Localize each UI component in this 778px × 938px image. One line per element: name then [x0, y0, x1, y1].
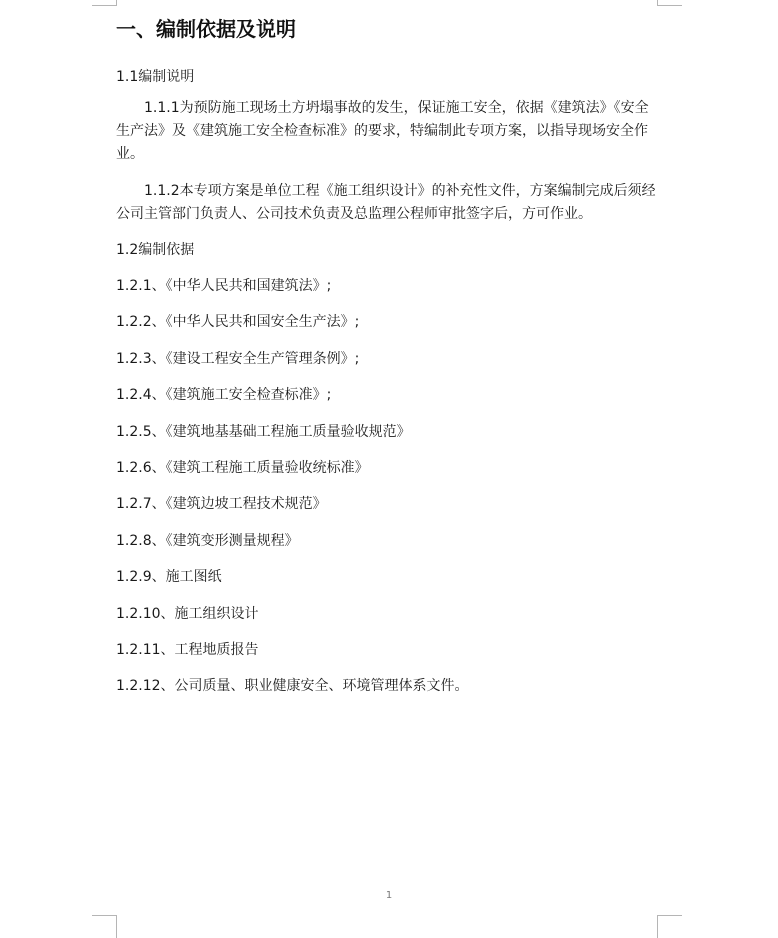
reference-item: 1.2.8、《建筑变形测量规程》 [116, 532, 299, 549]
crop-mark-top-left [92, 5, 116, 6]
paragraph-1-1-1: 1.1.1为预防施工现场土方坍塌事故的发生，保证施工安全，依据《建筑法》《安全生产法》及《建筑施工安全检查标准》的要求，特编制此专项方案，以指导现场安全作业。 [116, 100, 649, 162]
reference-item: 1.2.12、公司质量、职业健康安全、环境管理体系文件。 [116, 678, 469, 695]
crop-mark-bottom-right [658, 915, 682, 916]
reference-item: 1.2.10、施工组织设计 [116, 605, 259, 622]
reference-item: 1.2.11、工程地质报告 [116, 641, 259, 658]
reference-list [116, 274, 662, 698]
crop-mark-bottom-right [657, 915, 658, 938]
reference-item: 1.2.7、《建筑边坡工程技术规范》 [116, 496, 327, 513]
crop-mark-top-left [116, 0, 117, 6]
page-number: 1 [385, 890, 393, 901]
reference-item: 1.2.4、《建筑施工安全检查标准》; [116, 387, 332, 404]
document-body [116, 14, 662, 698]
document-heading: 一、编制依据及说明 [116, 17, 296, 41]
crop-mark-bottom-left [116, 915, 117, 938]
reference-item: 1.2.1、《中华人民共和国建筑法》; [116, 278, 332, 294]
reference-item: 1.2.3、《建设工程安全生产管理条例》; [116, 350, 360, 367]
paragraph-1-1-2: 1.1.2本专项方案是单位工程《施工组织设计》的补充性文件，方案编制完成后须经公司主管部门负责人、公司技术负责及总监理公程师审批签字后，方可作业。 [116, 183, 656, 222]
section-title-1-1: 1.1编制说明 [116, 69, 195, 85]
crop-mark-bottom-left [92, 915, 116, 916]
reference-item: 1.2.2、《中华人民共和国安全生产法》; [116, 314, 360, 331]
crop-mark-top-right [658, 5, 682, 6]
reference-item: 1.2.6、《建筑工程施工质量验收统标准》 [116, 459, 369, 476]
reference-item: 1.2.9、施工图纸 [116, 569, 222, 586]
section-title-1-2: 1.2编制依据 [116, 242, 195, 258]
reference-item: 1.2.5、《建筑地基基础工程施工质量验收规范》 [116, 423, 411, 440]
